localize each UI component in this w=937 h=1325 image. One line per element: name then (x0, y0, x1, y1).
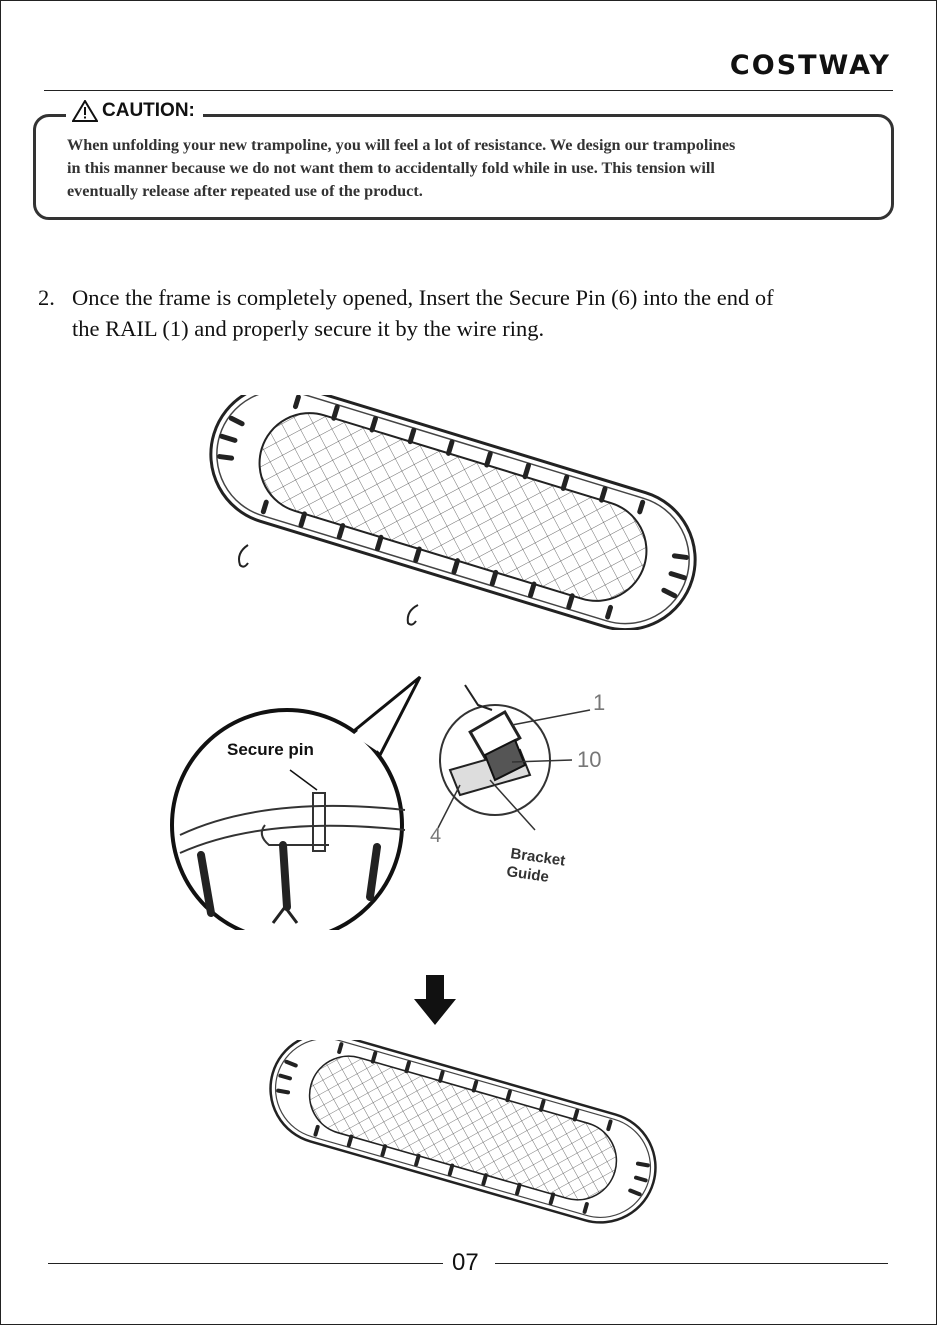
callout-1: 1 (593, 690, 606, 715)
trampoline-open-illustration (188, 395, 718, 630)
step-line-1: Once the frame is completely opened, Insert the Secure Pin (6) into the end of (72, 285, 774, 310)
brand-logo: COSTWAY (729, 50, 891, 81)
footer-rule-left (48, 1263, 443, 1264)
caution-heading (66, 100, 203, 122)
caution-line: eventually release after repeated use of the product. (67, 182, 423, 200)
step-instruction (38, 282, 774, 344)
step-number: 2. (38, 285, 55, 310)
caution-text (67, 134, 867, 203)
page-number: 07 (452, 1249, 479, 1276)
secure-pin-detail (165, 675, 425, 930)
bracket-label: Bracket (509, 845, 567, 870)
callout-4: 4 (430, 825, 442, 847)
warning-triangle-icon (72, 100, 98, 122)
caution-line: When unfolding your new trampoline, you will feel a lot of resistance. We design our trampolines (67, 136, 736, 154)
callout-10: 10 (577, 747, 602, 772)
footer-rule-right (495, 1263, 888, 1264)
trampoline-secured-illustration (255, 1040, 675, 1225)
bracket-detail (430, 680, 630, 895)
secure-pin-label: Secure pin (227, 740, 314, 759)
guide-label: Guide (505, 863, 550, 886)
header-rule (44, 90, 893, 91)
arrow-down-icon (414, 975, 456, 1025)
step-line-2: the RAIL (1) and properly secure it by the wire ring. (72, 316, 545, 341)
caution-label: CAUTION: (102, 100, 195, 121)
caution-line: in this manner because we do not want them to accidentally fold while in use. This tension will (67, 159, 715, 177)
